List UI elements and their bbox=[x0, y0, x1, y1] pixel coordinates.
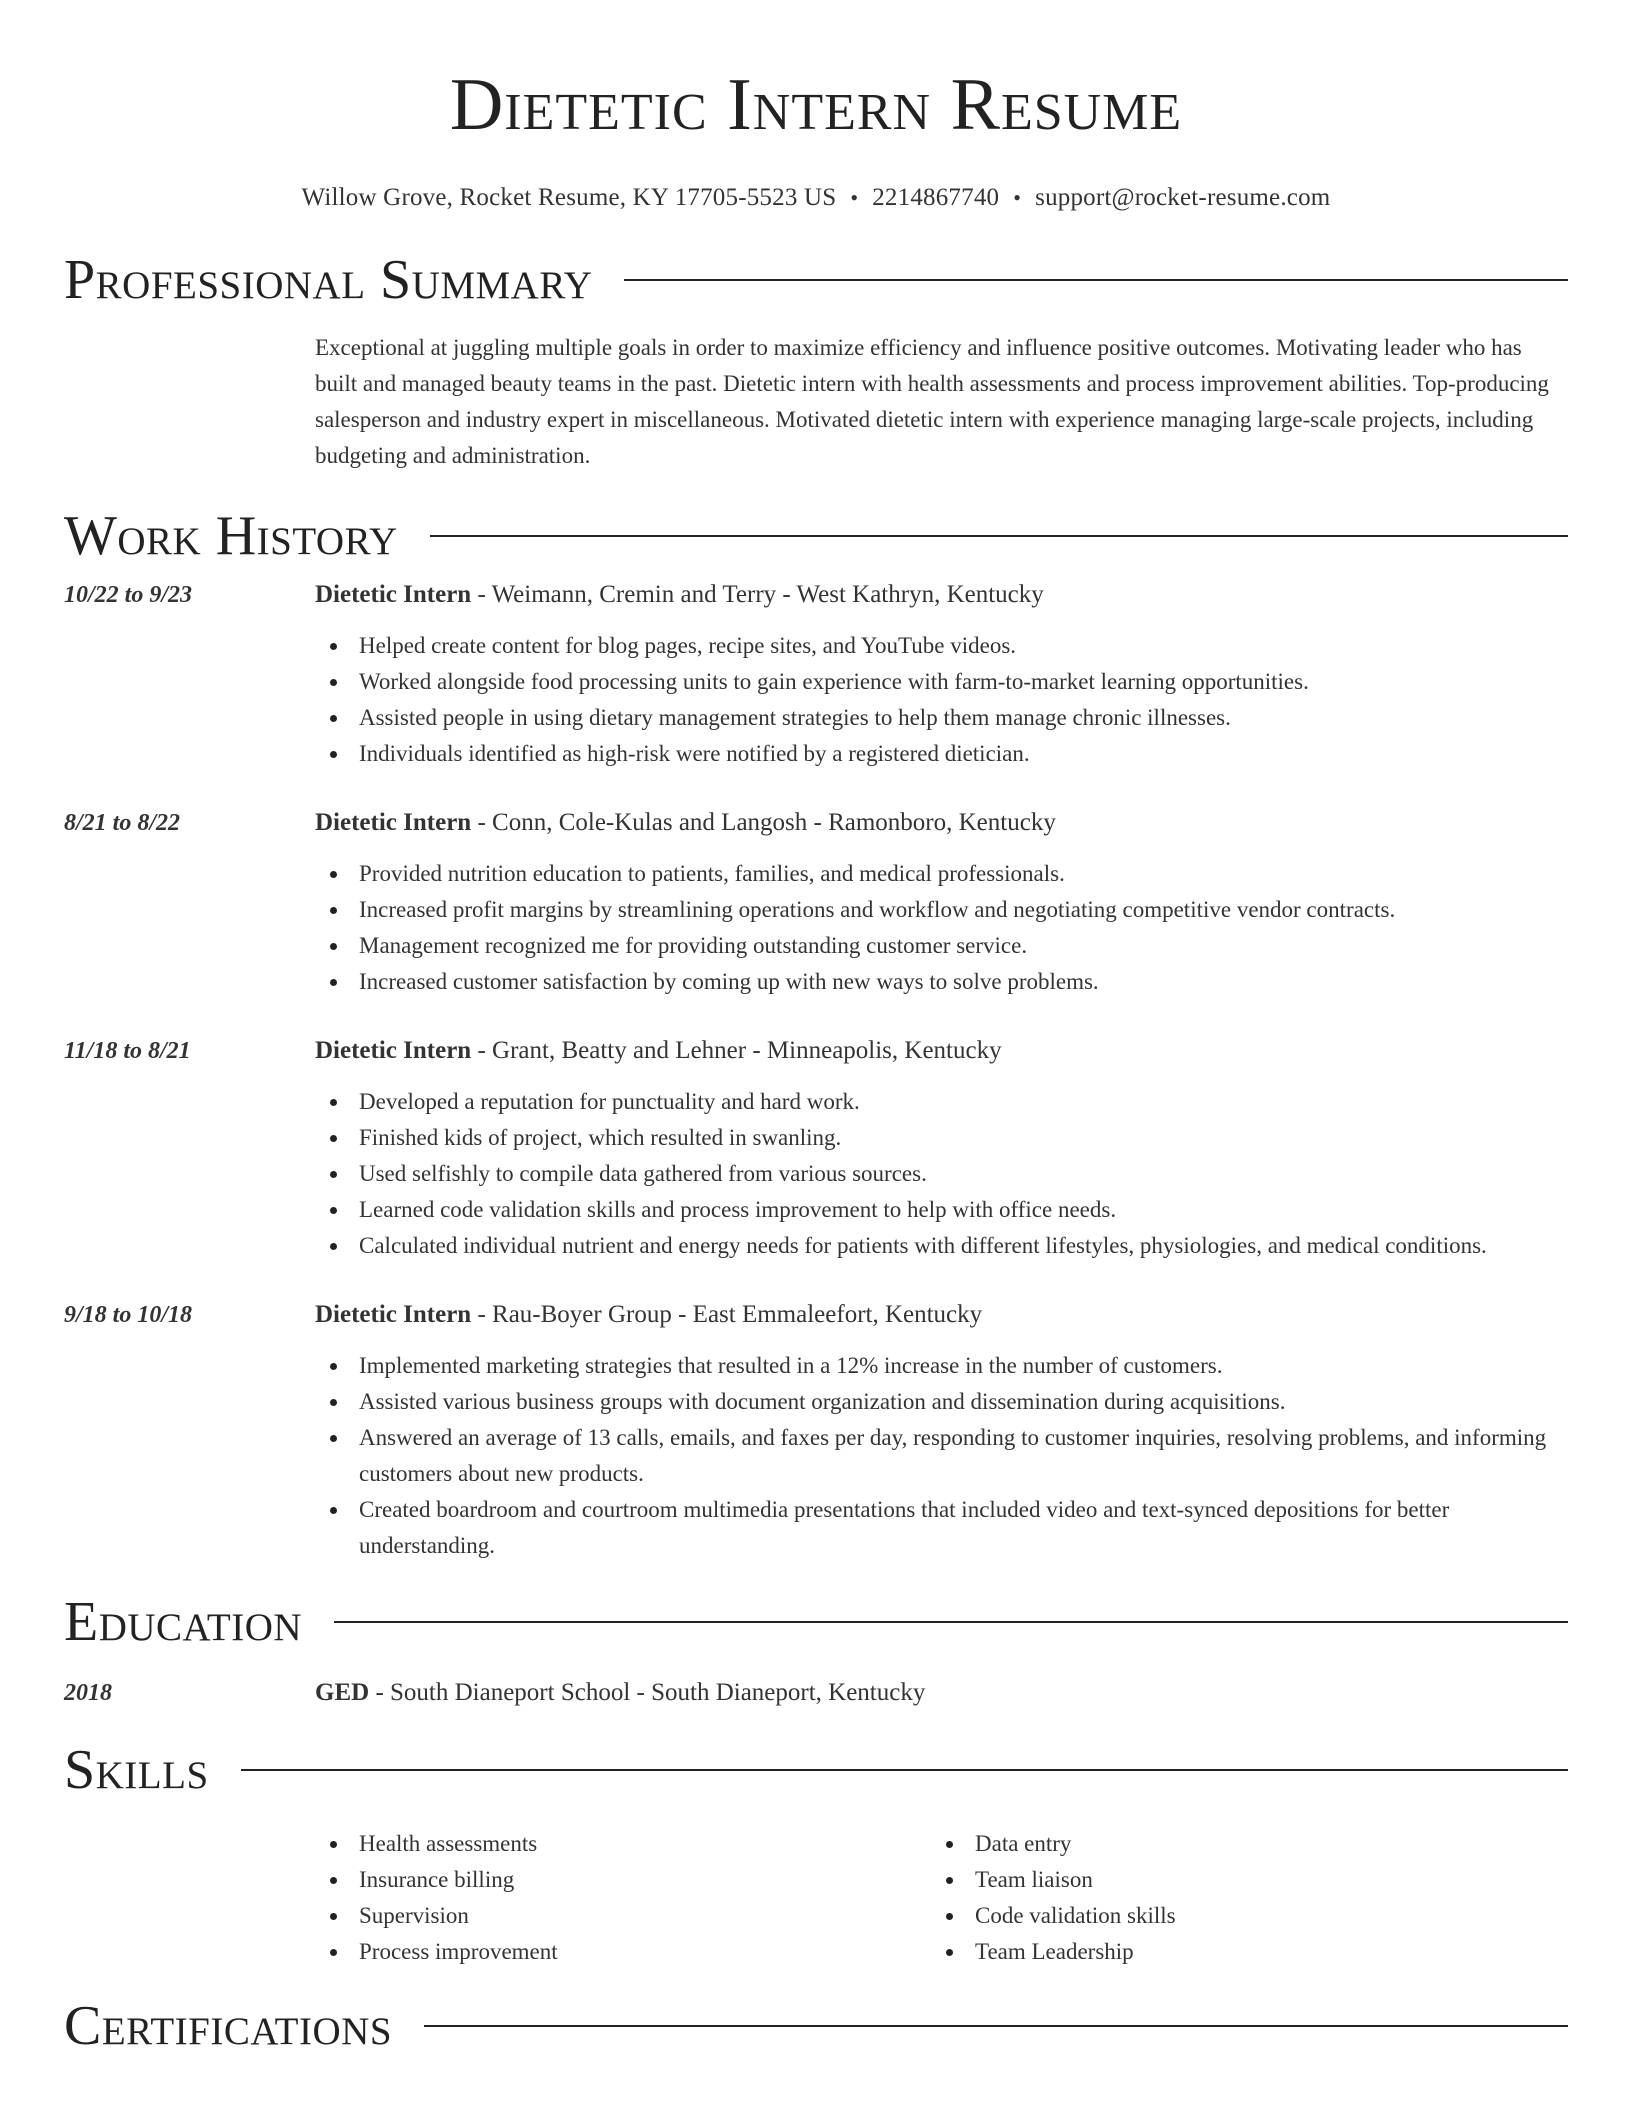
skill-item: Supervision bbox=[315, 1898, 931, 1934]
job-bullets bbox=[315, 1084, 1568, 1264]
skills-grid bbox=[315, 1826, 1632, 1970]
job-bullet: Helped create content for blog pages, recipe sites, and YouTube videos. bbox=[315, 628, 1568, 664]
job-bullet: Finished kids of project, which resulted in swanling. bbox=[315, 1120, 1568, 1156]
job-details: - Rau-Boyer Group - East Emmaleefort, Kentucky bbox=[471, 1301, 983, 1328]
job-entry bbox=[64, 806, 1568, 1000]
section-header-certifications bbox=[64, 1994, 1568, 2058]
job-bullet: Worked alongside food processing units to gain experience with farm-to-market learning opportunities. bbox=[315, 664, 1568, 700]
job-bullet: Created boardroom and courtroom multimedia presentations that included video and text-synced depositions for better understanding. bbox=[315, 1492, 1568, 1564]
job-details: - Conn, Cole-Kulas and Langosh - Ramonboro, Kentucky bbox=[471, 809, 1056, 836]
job-role-line bbox=[315, 1034, 1002, 1068]
section-header-education bbox=[64, 1590, 1568, 1654]
job-bullet: Used selfishly to compile data gathered from various sources. bbox=[315, 1156, 1568, 1192]
job-bullet: Individuals identified as high-risk were notified by a registered dietician. bbox=[315, 736, 1568, 772]
job-bullet: Learned code validation skills and process improvement to help with office needs. bbox=[315, 1192, 1568, 1228]
skill-item: Insurance billing bbox=[315, 1862, 931, 1898]
skills-column-right bbox=[931, 1826, 1547, 1970]
skills-column-left bbox=[315, 1826, 931, 1970]
job-role-line bbox=[315, 1298, 982, 1332]
skill-item: Team liaison bbox=[931, 1862, 1547, 1898]
job-bullet: Assisted various business groups with document organization and dissemination during acquisitions. bbox=[315, 1384, 1568, 1420]
section-header-skills bbox=[64, 1738, 1568, 1802]
job-bullet: Answered an average of 13 calls, emails, and faxes per day, responding to customer inquiries, resolving problems, and informing customers about new products. bbox=[315, 1420, 1568, 1492]
contact-line bbox=[0, 184, 1632, 212]
contact-phone: 2214867740 bbox=[872, 184, 1000, 211]
job-title: Dietetic Intern bbox=[315, 809, 472, 836]
job-bullets bbox=[315, 628, 1568, 772]
job-bullets bbox=[315, 1348, 1568, 1564]
job-bullet: Implemented marketing strategies that resulted in a 12% increase in the number of customers. bbox=[315, 1348, 1568, 1384]
summary-text: Exceptional at juggling multiple goals in order to maximize efficiency and influence positive outcomes. Motivating leader who has built and managed beauty teams in the past. Dietetic intern with health assessments and process improvement abilities. Top-producing salesperson and industry expert in miscellaneous. Motivated dietetic intern with experience managing large-scale projects, including budgeting and administration. bbox=[315, 335, 1549, 468]
resume-title: Dietetic Intern Resume bbox=[449, 64, 1183, 146]
job-bullet: Increased customer satisfaction by coming up with new ways to solve problems. bbox=[315, 964, 1568, 1000]
contact-separator: • bbox=[1013, 185, 1022, 210]
job-bullet: Calculated individual nutrient and energy needs for patients with different lifestyles, physiologies, and medical conditions. bbox=[315, 1228, 1568, 1264]
job-role-line bbox=[315, 806, 1056, 840]
skill-item: Process improvement bbox=[315, 1934, 931, 1970]
education-year: 2018 bbox=[64, 1680, 112, 1706]
section-title-education: Education bbox=[64, 1591, 303, 1653]
job-entry bbox=[64, 1298, 1568, 1564]
job-bullet: Assisted people in using dietary management strategies to help them manage chronic illnesses. bbox=[315, 700, 1568, 736]
job-dates: 11/18 to 8/21 bbox=[64, 1038, 191, 1064]
job-dates: 8/21 to 8/22 bbox=[64, 810, 181, 836]
section-title-work: Work History bbox=[64, 505, 398, 567]
section-divider bbox=[430, 535, 1568, 537]
skill-item: Data entry bbox=[931, 1826, 1547, 1862]
job-role-line bbox=[315, 578, 1044, 612]
section-divider bbox=[241, 1769, 1568, 1771]
job-title: Dietetic Intern bbox=[315, 1037, 472, 1064]
job-bullet: Increased profit margins by streamlining operations and workflow and negotiating competitive vendor contracts. bbox=[315, 892, 1568, 928]
skill-item: Team Leadership bbox=[931, 1934, 1547, 1970]
section-divider bbox=[334, 1621, 1568, 1623]
skill-item: Health assessments bbox=[315, 1826, 931, 1862]
education-degree: GED bbox=[315, 1679, 370, 1706]
job-entry bbox=[64, 1034, 1568, 1264]
section-divider bbox=[424, 2025, 1568, 2027]
job-title: Dietetic Intern bbox=[315, 1301, 472, 1328]
job-dates: 9/18 to 10/18 bbox=[64, 1302, 193, 1328]
job-bullet: Management recognized me for providing outstanding customer service. bbox=[315, 928, 1568, 964]
job-dates: 10/22 to 9/23 bbox=[64, 582, 193, 608]
section-header-work bbox=[64, 504, 1568, 568]
job-details: - Grant, Beatty and Lehner - Minneapolis, Kentucky bbox=[471, 1037, 1002, 1064]
section-title-skills: Skills bbox=[64, 1739, 209, 1801]
section-divider bbox=[624, 279, 1568, 281]
job-bullet: Provided nutrition education to patients, families, and medical professionals. bbox=[315, 856, 1568, 892]
job-bullets bbox=[315, 856, 1568, 1000]
education-details: - South Dianeport School - South Dianeport, Kentucky bbox=[369, 1679, 926, 1706]
contact-separator: • bbox=[850, 185, 859, 210]
section-title-summary: Professional Summary bbox=[64, 249, 593, 311]
job-bullet: Developed a reputation for punctuality and hard work. bbox=[315, 1084, 1568, 1120]
job-entry bbox=[64, 578, 1568, 772]
job-details: - Weimann, Cremin and Terry - West Kathryn, Kentucky bbox=[471, 581, 1044, 608]
section-header-summary bbox=[64, 248, 1568, 312]
education-entry bbox=[64, 1676, 1568, 1710]
section-title-certifications: Certifications bbox=[64, 1995, 393, 2057]
skill-item: Code validation skills bbox=[931, 1898, 1547, 1934]
contact-email: support@rocket-resume.com bbox=[1035, 184, 1331, 211]
contact-address: Willow Grove, Rocket Resume, KY 17705-5523 US bbox=[301, 184, 837, 211]
job-title: Dietetic Intern bbox=[315, 581, 472, 608]
education-line bbox=[315, 1676, 925, 1710]
